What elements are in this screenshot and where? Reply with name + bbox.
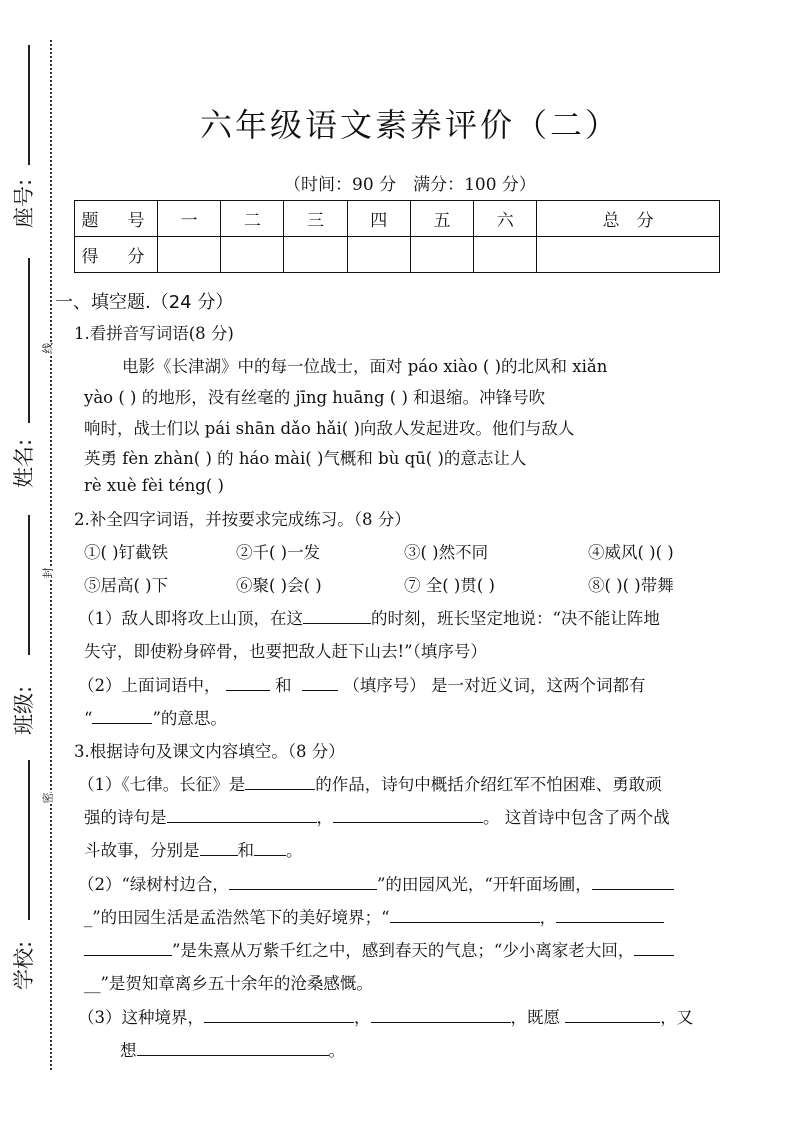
idiom-item: ④威风( )( ) (588, 543, 674, 562)
text: 。 (328, 1041, 345, 1060)
idiom-item: ①( )钉截铁 (84, 543, 169, 562)
column-header: 一 (158, 201, 221, 237)
answer-blank[interactable] (204, 1006, 354, 1023)
poem-question-1 (78, 771, 662, 795)
text: （2）上面词语中， (78, 676, 221, 695)
exam-time-info: （时间：90 分 满分：100 分） (284, 175, 536, 195)
seal-char-secret: 密 (41, 792, 55, 804)
row-label-score: 得 分 (75, 237, 158, 273)
answer-blank[interactable] (84, 939, 172, 956)
text: （填序号） 是一对近义词，这两个词都有 (343, 676, 646, 695)
pinyin-line: 电影《长津湖》中的每一位战士，面对 páo xiào ( )的北风和 xiǎn (122, 357, 608, 376)
text: 斗故事，分别是 (84, 841, 200, 860)
text: （1）敌人即将攻上山顶，在这 (78, 609, 303, 628)
answer-blank[interactable] (92, 707, 152, 724)
text: ”的意思。 (152, 709, 227, 728)
seat-label: 座号: (12, 178, 36, 228)
text: ”的田园风光，“开轩面场圃， (376, 875, 592, 894)
column-header: 二 (221, 201, 284, 237)
class-label: 班级: (12, 685, 36, 735)
score-cell[interactable] (537, 237, 720, 273)
text: ，既愿 (510, 1008, 560, 1027)
poem-question-1-end (84, 837, 303, 861)
practice-2 (78, 672, 646, 696)
pinyin-line: yào ( ) 的地形，没有丝毫的 jīng huāng ( ) 和退缩。冲锋号吹 (84, 388, 546, 407)
column-header: 六 (474, 201, 537, 237)
poem-question-1-cont (84, 804, 670, 828)
score-table (74, 200, 720, 273)
answer-blank[interactable] (634, 939, 674, 956)
text: 。 (286, 841, 303, 860)
answer-blank[interactable] (390, 906, 540, 923)
practice-1-cont: 失守，即使粉身碎骨，也要把敌人赶下山去!”（填序号） (84, 642, 487, 661)
poem-question-3-cont (120, 1037, 345, 1061)
answer-blank[interactable] (556, 906, 664, 923)
school-fill-line[interactable] (28, 760, 30, 920)
text: 强的诗句是 (84, 808, 167, 827)
answer-blank[interactable] (200, 839, 238, 856)
text: 和 (237, 841, 254, 860)
column-header: 四 (347, 201, 410, 237)
answer-blank[interactable] (592, 873, 674, 890)
section-heading: 一、填空题.（24 分） (55, 292, 234, 313)
score-cell[interactable] (347, 237, 410, 273)
score-table-score-row (75, 237, 720, 273)
idiom-item: ⑦ 全( )贯( ) (404, 576, 495, 595)
answer-blank[interactable] (303, 607, 371, 624)
row-label-question: 题 号 (75, 201, 158, 237)
practice-2-cont (84, 705, 227, 729)
text: （2）“绿树村边合， (78, 875, 229, 894)
poem-question-2-end: __”是贺知章离乡五十余年的沧桑感慨。 (84, 974, 373, 993)
text: （3）这种境界， (78, 1008, 204, 1027)
pinyin-line: 响时，战士们以 pái shān dǎo hǎi( )向敌人发起进攻。他们与敌人 (84, 419, 575, 438)
pinyin-line: rè xuè fèi téng( ) (84, 476, 224, 495)
text: ， (539, 908, 557, 927)
school-label: 学校: (12, 940, 36, 990)
question-1-title: 1.看拼音写词语(8 分) (74, 324, 234, 343)
score-table-header-row (75, 201, 720, 237)
question-2-title: 2.补全四字词语，并按要求完成练习。（8 分） (74, 510, 411, 529)
idiom-item: ⑤居高( )下 (84, 576, 169, 595)
name-label: 姓名: (12, 438, 36, 488)
text: 的作品，诗句中概括介绍红军不怕困难、勇敢顽 (315, 775, 662, 794)
score-cell[interactable] (410, 237, 473, 273)
text: “ (84, 709, 93, 728)
text: ， (316, 808, 333, 827)
seal-char-seal: 封 (41, 567, 55, 579)
column-header: 三 (284, 201, 347, 237)
seal-char-line: 线 (41, 342, 55, 354)
answer-blank[interactable] (371, 1006, 511, 1023)
answer-blank[interactable] (254, 839, 286, 856)
text: ”是朱熹从万紫千红之中，感到春天的气息；“少小离家老大回， (172, 941, 635, 960)
answer-blank[interactable] (226, 674, 270, 691)
text: （1）《七律。长征》是 (78, 775, 246, 794)
idiom-item: ⑥聚( )会( ) (236, 576, 322, 595)
idiom-item: ②千( )一发 (236, 543, 321, 562)
column-header: 总 分 (537, 201, 720, 237)
answer-blank[interactable] (167, 806, 317, 823)
poem-question-2-cont (84, 904, 664, 928)
poem-question-3 (78, 1004, 693, 1028)
name-fill-line[interactable] (28, 258, 30, 423)
text: 想 (120, 1041, 137, 1060)
text: 和 (275, 676, 292, 695)
pinyin-line: 英勇 fèn zhàn( ) 的 háo mài( )气概和 bù qū( )的意志让人 (84, 449, 527, 468)
score-cell[interactable] (284, 237, 347, 273)
question-3-title: 3.根据诗句及课文内容填空。（8 分） (74, 742, 345, 761)
score-cell[interactable] (474, 237, 537, 273)
answer-blank[interactable] (333, 806, 483, 823)
poem-question-2 (78, 871, 674, 895)
answer-blank[interactable] (245, 773, 315, 790)
idiom-item: ⑧( )( )带舞 (588, 576, 674, 595)
page-title: 六年级语文素养评价（二） (199, 106, 620, 144)
answer-blank[interactable] (302, 674, 338, 691)
score-cell[interactable] (221, 237, 284, 273)
idiom-item: ③( )然不同 (404, 543, 489, 562)
text: ， (354, 1008, 371, 1027)
text: 的时刻，班长坚定地说：“决不能让阵地 (371, 609, 660, 628)
answer-blank[interactable] (229, 873, 377, 890)
column-header: 五 (410, 201, 473, 237)
binding-strip (0, 0, 70, 1123)
answer-blank[interactable] (137, 1039, 329, 1056)
text: 。 这首诗中包含了两个战 (483, 808, 670, 827)
text: ，又 (660, 1008, 694, 1027)
answer-blank[interactable] (565, 1006, 660, 1023)
practice-1 (78, 605, 660, 629)
poem-question-2-cont (84, 937, 674, 961)
score-cell[interactable] (158, 237, 221, 273)
class-fill-line[interactable] (28, 515, 30, 655)
text: _”的田园生活是孟浩然笔下的美好境界；“ (84, 908, 390, 927)
